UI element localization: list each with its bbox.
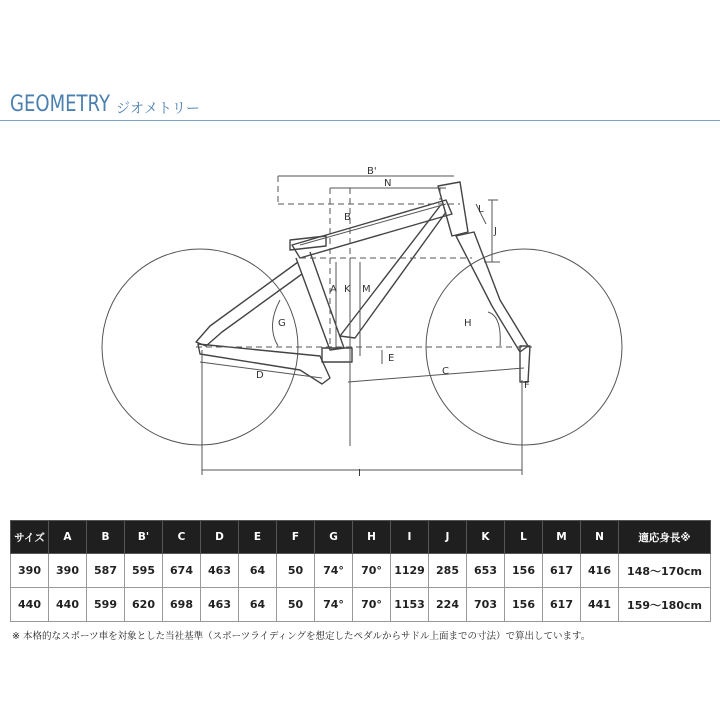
table-cell: 1153 xyxy=(391,588,429,622)
column-header: N xyxy=(581,521,619,554)
table-cell: 599 xyxy=(87,588,125,622)
table-cell: 285 xyxy=(429,554,467,588)
column-header: 適応身長※ xyxy=(619,521,711,554)
dim-label-e: E xyxy=(388,353,395,364)
table-cell: 653 xyxy=(467,554,505,588)
column-header: F xyxy=(277,521,315,554)
table-cell: 617 xyxy=(543,554,581,588)
dim-label-c: C xyxy=(442,366,449,377)
table-cell: 74° xyxy=(315,554,353,588)
table-cell: 74° xyxy=(315,588,353,622)
table-row xyxy=(11,554,711,588)
table-cell: 698 xyxy=(163,588,201,622)
table-cell: 703 xyxy=(467,588,505,622)
table-cell: 148〜170cm xyxy=(619,554,711,588)
column-header: D xyxy=(201,521,239,554)
column-header: E xyxy=(239,521,277,554)
column-header: A xyxy=(49,521,87,554)
table-cell: 50 xyxy=(277,588,315,622)
dim-label-b-prime: B' xyxy=(367,166,377,177)
title-divider xyxy=(0,120,720,121)
table-cell: 587 xyxy=(87,554,125,588)
table-cell: 70° xyxy=(353,588,391,622)
table-cell: 64 xyxy=(239,588,277,622)
column-header: G xyxy=(315,521,353,554)
dim-label-m: M xyxy=(362,284,371,295)
page-subtitle: ジオメトリー xyxy=(116,101,200,117)
table-cell: 595 xyxy=(125,554,163,588)
geometry-header xyxy=(0,88,720,124)
column-header: I xyxy=(391,521,429,554)
table-cell: 156 xyxy=(505,588,543,622)
table-cell: 463 xyxy=(201,554,239,588)
table-header-row xyxy=(11,521,711,554)
table-cell: 224 xyxy=(429,588,467,622)
table-row xyxy=(11,588,711,622)
table-cell: 441 xyxy=(581,588,619,622)
dim-label-b: B xyxy=(344,212,351,223)
table-cell: 617 xyxy=(543,588,581,622)
dim-label-d: D xyxy=(256,370,264,381)
table-cell: 463 xyxy=(201,588,239,622)
dim-label-l: L xyxy=(478,204,484,215)
table-cell: 440 xyxy=(11,588,49,622)
column-header: M xyxy=(543,521,581,554)
dim-label-j: J xyxy=(494,226,497,237)
column-header: L xyxy=(505,521,543,554)
footnote: ※ 本格的なスポーツ車を対象とした当社基準（スポーツライディングを想定したペダルからサドル上面までの寸法）で算出しています。 xyxy=(12,631,591,642)
dim-label-h: H xyxy=(464,318,472,329)
dim-label-g: G xyxy=(278,318,286,329)
table-cell: 159〜180cm xyxy=(619,588,711,622)
dim-label-k: K xyxy=(344,284,351,295)
table-cell: 620 xyxy=(125,588,163,622)
bike-geometry-diagram xyxy=(0,130,720,490)
table-cell: 1129 xyxy=(391,554,429,588)
table-cell: 156 xyxy=(505,554,543,588)
table-cell: 390 xyxy=(49,554,87,588)
column-header: J xyxy=(429,521,467,554)
table-cell: 70° xyxy=(353,554,391,588)
column-header: H xyxy=(353,521,391,554)
table-cell: 440 xyxy=(49,588,87,622)
column-header: B' xyxy=(125,521,163,554)
table-cell: 674 xyxy=(163,554,201,588)
column-header: サイズ xyxy=(11,521,49,554)
geometry-table xyxy=(10,520,711,622)
column-header: C xyxy=(163,521,201,554)
front-wheel xyxy=(426,249,622,445)
table-cell: 390 xyxy=(11,554,49,588)
dim-label-i: I xyxy=(358,468,361,479)
table-cell: 416 xyxy=(581,554,619,588)
column-header: K xyxy=(467,521,505,554)
dim-label-n: N xyxy=(384,178,392,189)
dim-label-a: A xyxy=(330,284,337,295)
column-header: B xyxy=(87,521,125,554)
dim-label-f: F xyxy=(524,380,530,391)
table-cell: 50 xyxy=(277,554,315,588)
page-title: GEOMETRY xyxy=(10,92,110,117)
table-cell: 64 xyxy=(239,554,277,588)
